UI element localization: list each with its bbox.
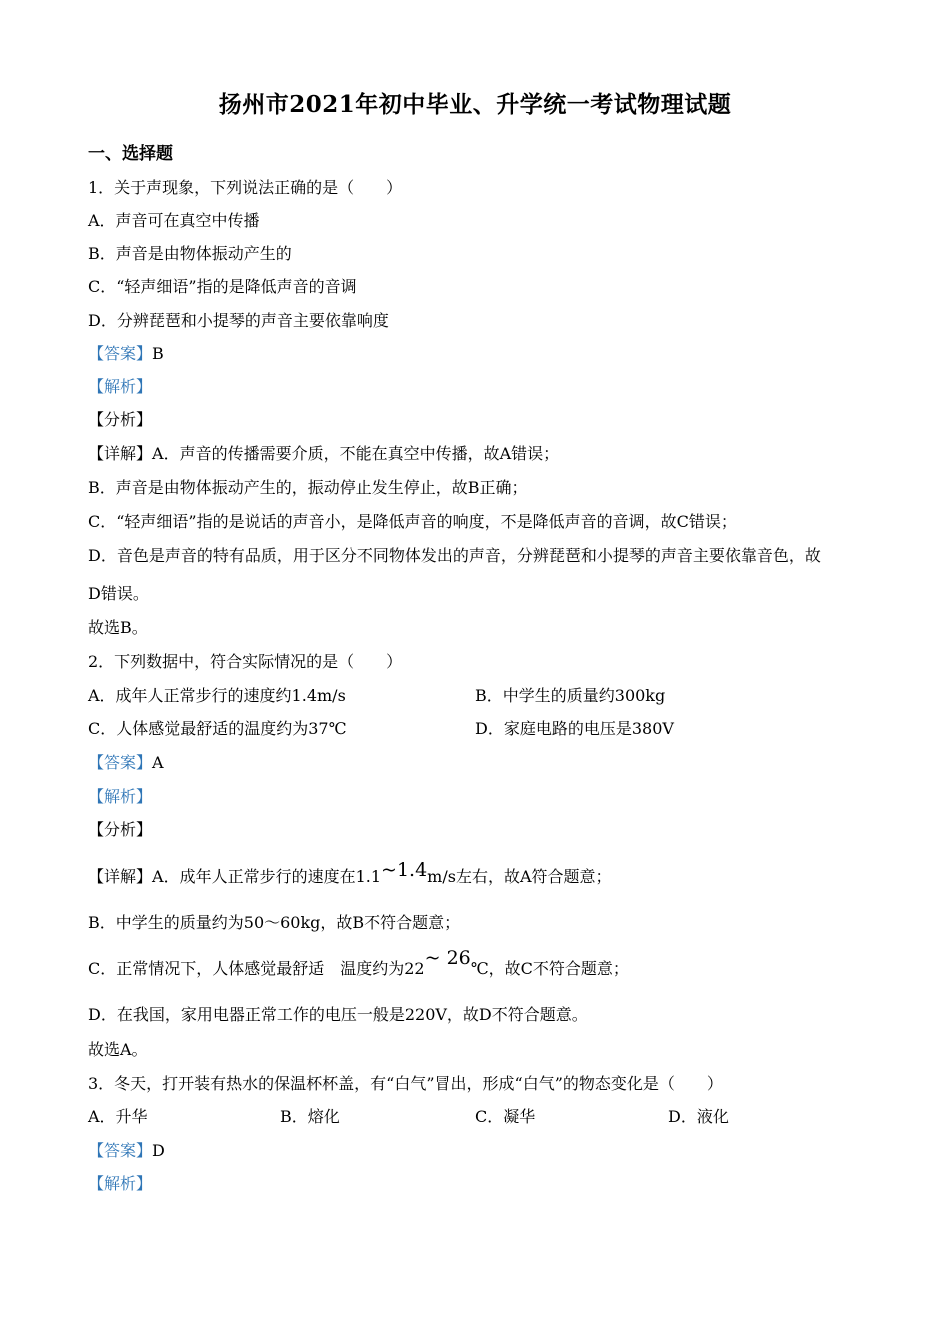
q2-option-c: C．人体感觉最舒适的温度约为37℃ [88,719,347,738]
q2-analysis-label: 【解析】 [88,787,153,806]
q2-answer [88,752,164,774]
answer-value: A [152,753,164,772]
q1-detail-c: C．“轻声细语”指的是说话的声音小，是降低声音的响度，不是降低声音的音调，故C错误； [88,512,737,531]
detail-label: 【详解】 [88,444,153,463]
q1-conclusion: 故选B。 [88,618,148,637]
range-tilde: ~ [381,859,397,881]
answer-value: B [152,344,164,363]
q1-option-c: C．“轻声细语”指的是降低声音的音调 [88,277,357,296]
q2-options-row-2 [88,718,868,740]
range-value: ~ 26 [424,947,471,969]
q3-answer [88,1140,165,1162]
q3-option-a: A．升华 [88,1107,148,1126]
answer-value: D [152,1141,165,1160]
q1-analysis-label: 【解析】 [88,377,153,396]
q2-option-a: A．成年人正常步行的速度约1.4m/s [88,686,346,705]
q2-options-row-1 [88,685,868,707]
q3-option-b: B．熔化 [280,1107,340,1126]
q1-detail-a [88,443,559,465]
detail-text-post: m/s左右，故A符合题意； [427,867,612,886]
q1-option-d: D．分辨琵琶和小提琴的声音主要依靠响度 [88,311,389,330]
answer-label: 【答案】 [88,344,153,363]
answer-label: 【答案】 [88,753,153,772]
q1-detail-b: B．声音是由物体振动产生的，振动停止发生停止，故B正确； [88,478,528,497]
detail-text-pre: C．正常情况下，人体感觉最舒适 温度约为22 [88,959,425,978]
q2-breakdown-label: 【分析】 [88,820,153,839]
detail-text-pre: A．成年人正常步行的速度在1.1 [152,867,382,886]
q2-option-b: B．中学生的质量约300kg [475,686,666,705]
answer-label: 【答案】 [88,1141,153,1160]
detail-label: 【详解】 [88,867,153,886]
q1-answer [88,343,164,365]
q1-option-a: A．声音可在真空中传播 [88,211,260,230]
q1-option-b: B．声音是由物体振动产生的 [88,244,292,263]
detail-text: A．声音的传播需要介质，不能在真空中传播，故A错误； [152,444,560,463]
q2-stem: 2．下列数据中，符合实际情况的是（ ） [88,652,403,671]
q2-detail-b: B．中学生的质量约为50～60kg，故B不符合题意； [88,913,461,932]
q1-stem: 1．关于声现象，下列说法正确的是（ ） [88,178,403,197]
q1-detail-d-line1: D．音色是声音的特有品质，用于区分不同物体发出的声音，分辨琵琶和小提琴的声音主要依靠音色，故 [88,546,821,565]
page-title: 扬州市2021年初中毕业、升学统一考试物理试题 [218,91,732,118]
detail-text-post: ℃，故C不符合题意； [470,959,629,978]
section-heading: 一、选择题 [88,144,173,164]
q2-detail-a [88,859,612,888]
q3-option-c: C．凝华 [475,1107,536,1126]
q2-detail-c [88,947,629,980]
q1-breakdown-label: 【分析】 [88,410,153,429]
q2-detail-d: D．在我国，家用电器正常工作的电压一般是220V，故D不符合题意。 [88,1005,588,1024]
q3-options-row [88,1106,868,1128]
q3-option-d: D．液化 [668,1107,729,1126]
q1-detail-d-line2: D错误。 [88,584,149,603]
q2-conclusion: 故选A。 [88,1040,148,1059]
q3-stem: 3．冬天，打开装有热水的保温杯杯盖，有“白气”冒出，形成“白气”的物态变化是（ ） [88,1074,723,1093]
q3-analysis-label: 【解析】 [88,1174,153,1193]
q2-option-d: D．家庭电路的电压是380V [475,719,674,738]
range-value: 1.4 [396,859,428,881]
